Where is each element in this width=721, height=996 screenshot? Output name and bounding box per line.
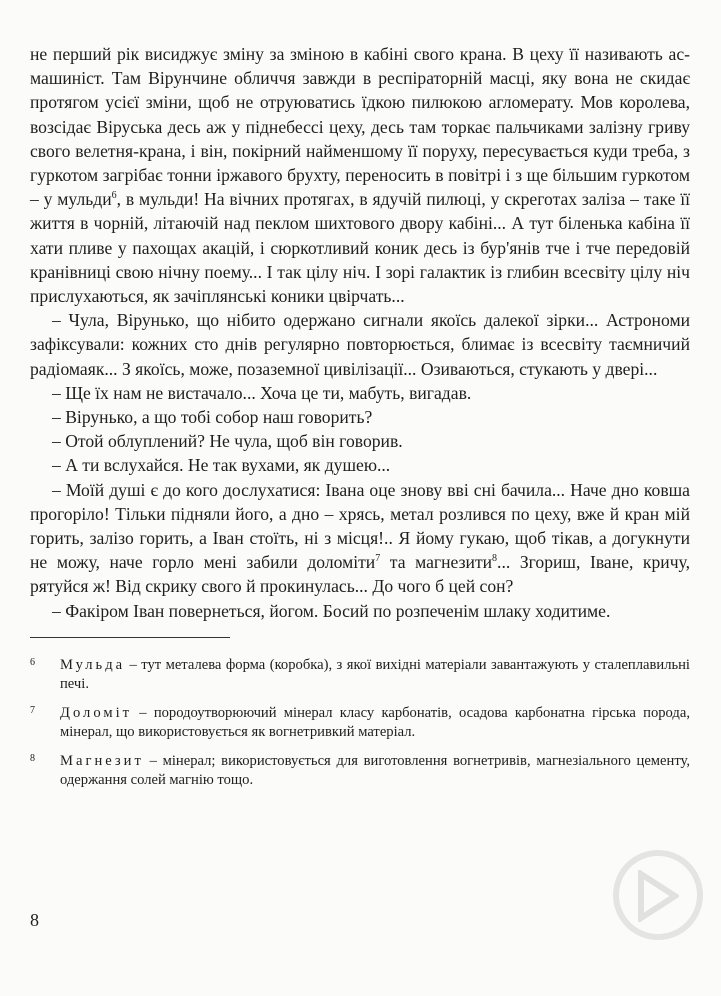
page-number: 8 bbox=[30, 910, 39, 930]
footnote-reference[interactable]: 8 bbox=[492, 553, 498, 565]
paragraph-text: ... Згориш, Іване, кричу, рятуйся ж! Від скрику свого й прокинулась... До чого б цей сон? bbox=[30, 552, 690, 597]
footnotes bbox=[30, 656, 690, 791]
paragraph-text: – Вірунько, а що тобі собор наш говорить? bbox=[52, 407, 373, 428]
paragraph-text: – Факіром Іван повернеться, йогом. Босий по розпеченім шлаку ходитиме. bbox=[52, 600, 611, 621]
footnote bbox=[30, 656, 690, 695]
paragraph-text: – Ще їх нам не вистачало... Хоча це ти, мабуть, вигадав. bbox=[52, 382, 472, 403]
paragraph-text: – Чула, Вірунько, що нібито одержано сигнали якоїсь далекої зірки... Астрономи зафіксували: кожних сто днів регулярно повторюється, блимає із всесвіту таємничий радіомаяк... З якоїсь, може, позаземної цивілізації... Озиваються, стукають у двері... bbox=[30, 310, 690, 379]
footnote-term: Мульда bbox=[60, 656, 126, 673]
watermark-logo bbox=[613, 850, 703, 940]
footnote-divider bbox=[30, 637, 230, 638]
paragraph bbox=[30, 308, 690, 381]
main-text bbox=[30, 42, 690, 623]
paragraph bbox=[30, 429, 690, 453]
footnote bbox=[30, 704, 690, 743]
footnote-text: – мінерал; використовується для виготовлення вогнетривів, магнезіального цементу, одержання солей магнію тощо. bbox=[60, 752, 690, 789]
paragraph-text: – А ти вслухайся. Не так вухами, як душею... bbox=[52, 455, 391, 476]
footnote-reference[interactable]: 6 bbox=[111, 190, 117, 202]
paragraph bbox=[30, 405, 690, 429]
footnote-mark: 8 bbox=[30, 752, 35, 764]
paragraph-text: – Отой облуплений? Не чула, щоб він говорив. bbox=[52, 431, 403, 452]
footnote-term: Магнезит bbox=[60, 752, 144, 769]
paragraph-text: , в мульди! На вічних протягах, в ядучій пилюці, у скреготах заліза – таке її життя в чорній, літаючій над пеклом шихтового двору кабіні... А тут біленька кабіна її хати пливе у пахощах акацій, і сюркотливий коник десь із бур'янів тче і тче передовій кранівниці свою нічну поему... І так цілу ніч. І зорі галактик із глибин всесвіту цілу ніч прислухаються, як зачіплянські коники цвірчать... bbox=[30, 189, 691, 307]
paragraph bbox=[30, 478, 690, 599]
paragraph bbox=[30, 453, 690, 477]
footnote bbox=[30, 752, 690, 791]
footnote-reference[interactable]: 7 bbox=[375, 553, 381, 565]
footnote-text: – породоутворюючий мінерал класу карбонатів, осадова карбонатна гірська порода, мінерал, що використовується як вогнетривкий матеріал. bbox=[60, 704, 690, 741]
footnote-text: – тут металева форма (коробка), з якої вихідні матеріали завантажують у сталеплавильні печі. bbox=[60, 656, 690, 693]
footnote-mark: 7 bbox=[30, 704, 35, 716]
watermark-icon bbox=[637, 870, 679, 922]
paragraph-text: не перший рік висиджує зміну за зміною в кабіні свого крана. В цеху її називають ас-машиніст. Там Вірунчине обличчя завжди в респіраторній масці, яку вона не скидає протягом усієї зміни, щоб не отруюватись їдкою пилюкою агломерату. Мов королева, возсідає Віруська десь аж у піднебессі цеху, десь там торкає пальчиками залізну гриву свого велетня-крана, і він, покірний найменшому її поруху, пересувається куди треба, з гуркотом загрібає тонни іржавого брухту, переносить в повітрі і з ще більшим гуркотом – у мульди bbox=[30, 44, 690, 210]
paragraph-text: та магнезити bbox=[380, 552, 493, 573]
footnote-term: Доломіт bbox=[60, 704, 133, 721]
paragraph-text: – Моїй душі є до кого дослухатися: Івана оце знову вві сні бачила... Наче дно ковша прогоріло! Тільки підняли його, а дно – хрясь, метал розлився по цеху, вже й кран мій горить, залізо горить, а Іван стоїть, ні з місця!.. Я йому гукаю, щоб тікав, а догукнути не можу, наче горло мені забили доломіти bbox=[30, 479, 690, 573]
paragraph bbox=[30, 42, 690, 308]
paragraph bbox=[30, 599, 690, 623]
page-content bbox=[30, 42, 690, 800]
footnote-mark: 6 bbox=[30, 656, 35, 668]
paragraph bbox=[30, 381, 690, 405]
